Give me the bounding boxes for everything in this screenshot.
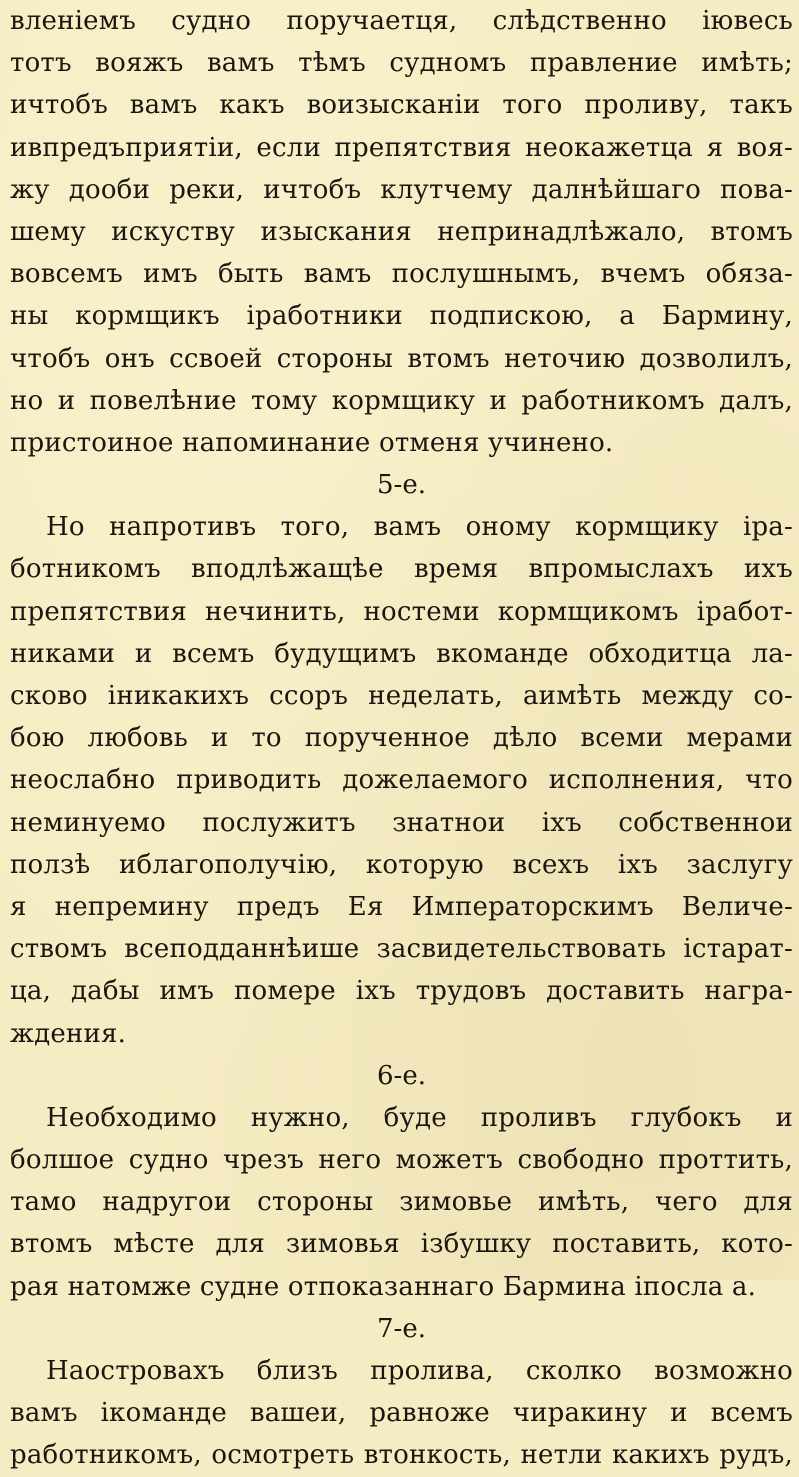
text-line: тамо надругои стороны зимовье имѣть, чего для [10, 1187, 793, 1218]
text-line: неминуемо послужитъ знатнои іхъ собственнои [10, 807, 793, 838]
text-line: вовсемъ имъ быть вамъ послушнымъ, вчемъ обяза- [10, 259, 793, 290]
text-line: шему искуству изыскания непринадлѣжало, втомъ [10, 216, 793, 247]
paragraph-first-line: Наостровахъ близъ пролива, сколко возможно [46, 1356, 793, 1386]
text-line: я непремину предъ Ея Императорскимъ Величе- [10, 891, 793, 922]
text-line: никами и всемъ будущимъ вкоманде обходитца ла- [10, 638, 793, 669]
text-line: вамъ ікоманде вашеи, равноже чиракину и всемъ [10, 1398, 793, 1429]
text-line: ползѣ иблагополучію, которую всехъ іхъ заслугу [10, 849, 793, 880]
section-heading: 7-е. [377, 1313, 426, 1344]
text-line: ичтобъ вамъ какъ воизысканіи того проливу, такъ [10, 90, 793, 121]
text-line: бою любовь и то порученное дѣло всеми мерами [10, 723, 793, 754]
text-line: жу дооби реки, ичтобъ клутчему далнѣйшаго пова- [10, 174, 793, 205]
text-line: вленіемъ судно поручаетця, слѣдственно іювесь [10, 6, 793, 36]
paragraph-first-line: Но напротивъ того, вамъ оному кормщику іра- [46, 512, 793, 543]
text-line: работникомъ, осмотреть втонкость, нетли какихъ рудъ, [10, 1440, 793, 1471]
text-line: ботникомъ вподлѣжащѣе время впромыслахъ ихъ [10, 554, 793, 585]
text-line: ствомъ всеподданнѣише засвидетельствовать істарат- [10, 934, 793, 965]
text-line: неослабно приводить дожелаемого исполнения, что [10, 765, 793, 796]
text-line: болшое судно чрезъ него можетъ свободно проттить, [10, 1145, 793, 1176]
text-line: сково іникакихъ ссоръ неделать, аимѣть между со- [10, 681, 793, 711]
text-line: тотъ вояжъ вамъ тѣмъ судномъ правление имѣть; [10, 48, 793, 79]
text-line: втомъ мѣсте для зимовья ізбушку поставить, кото- [10, 1229, 793, 1260]
text-line: чтобъ онъ ссвоей стороны втомъ неточию дозволилъ, [10, 343, 793, 374]
text-line: препятствия нечинить, ностеми кормщикомъ іработ- [10, 596, 793, 627]
text-line: ца, дабы имъ помере іхъ трудовъ доставить награ- [10, 976, 793, 1007]
paragraph-last-line: ждения. [10, 1018, 127, 1049]
document-body [10, 0, 793, 1477]
paragraph-last-line: рая натомже судне отпоказаннаго Бармина іпосла а. [10, 1271, 757, 1302]
text-line: ны кормщикъ іработники подпискою, а Бармину, [10, 301, 793, 332]
text-line: ивпредъприятіи, если препятствия неокажетца я воя- [10, 132, 793, 163]
section-heading: 6-е. [377, 1060, 426, 1091]
section-heading: 5-е. [377, 470, 426, 501]
paragraph-first-line: Необходимо нужно, буде проливъ глубокъ и [46, 1102, 793, 1133]
paragraph-last-line: пристоиное напоминание отменя учинено. [10, 427, 614, 458]
text-line: но и повелѣние тому кормщику и работникомъ далъ, [10, 385, 793, 416]
